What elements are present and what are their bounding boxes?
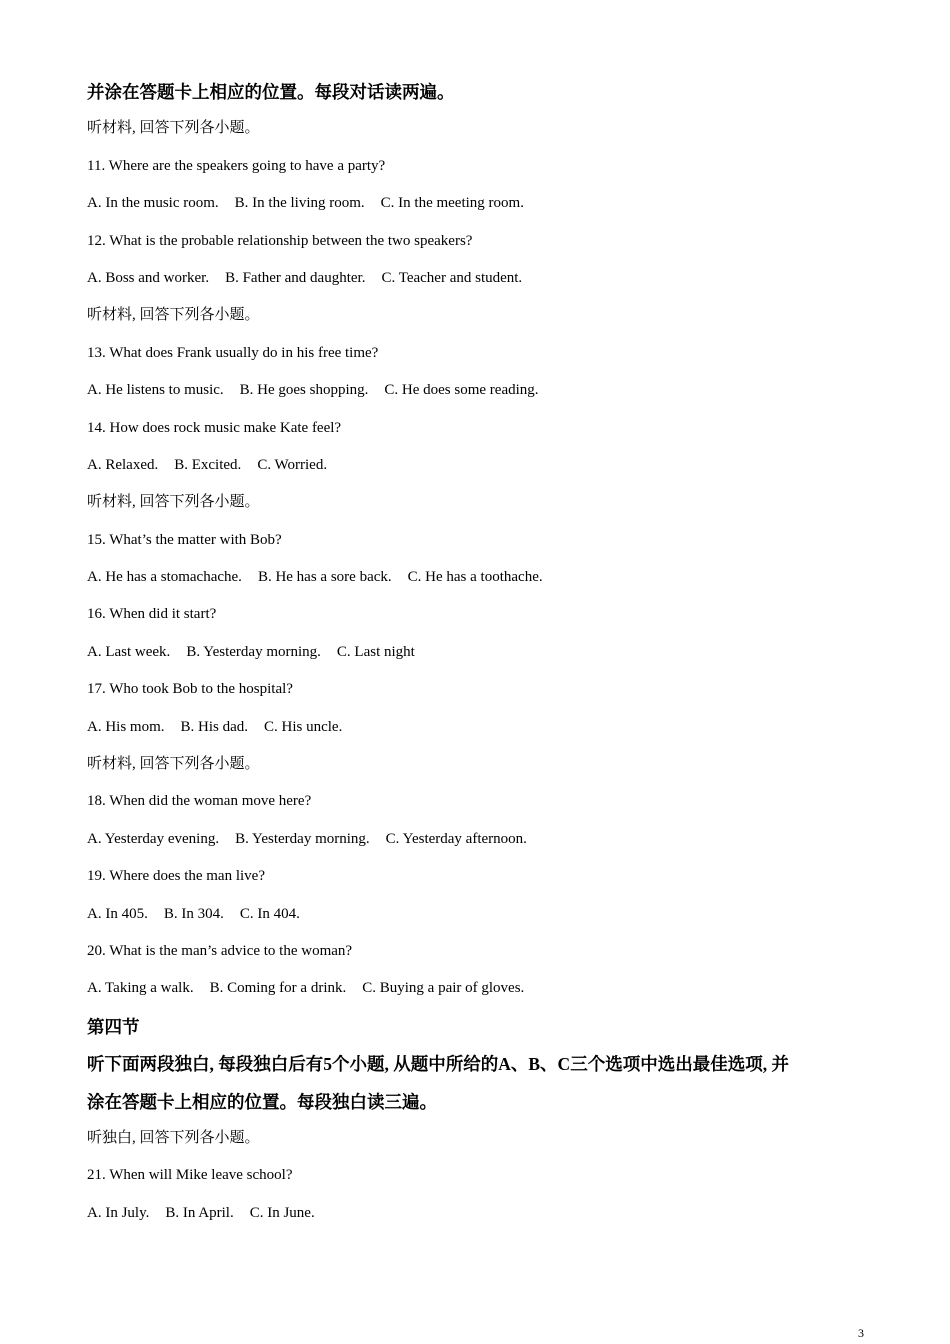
group-intro: 听材料, 回答下列各小题。 bbox=[87, 307, 260, 324]
option-c: C. His uncle. bbox=[264, 718, 343, 735]
option-a: A. His mom. bbox=[87, 718, 165, 735]
option-a: A. Last week. bbox=[87, 643, 171, 660]
option-b: B. He goes shopping. bbox=[239, 382, 369, 399]
option-c: C. He does some reading. bbox=[384, 382, 539, 399]
option-b: B. Excited. bbox=[174, 456, 242, 473]
option-c: C. He has a toothache. bbox=[407, 569, 543, 586]
option-c: C. Yesterday afternoon. bbox=[385, 830, 527, 847]
group-intro: 听材料, 回答下列各小题。 bbox=[87, 494, 260, 511]
group-intro: 听独白, 回答下列各小题。 bbox=[87, 1129, 260, 1146]
options-19 bbox=[87, 901, 877, 938]
question-17: 17. Who took Bob to the hospital? bbox=[87, 681, 293, 698]
instruction-top: 并涂在答题卡上相应的位置。每段对话读两遍。 bbox=[87, 82, 455, 102]
option-c: C. In the meeting room. bbox=[380, 195, 524, 212]
question-11: 11. Where are the speakers going to have a party? bbox=[87, 157, 386, 174]
option-b: B. In the living room. bbox=[234, 195, 365, 212]
section-instruction-line-1: 听下面两段独白, 每段独白后有5个小题, 从题中所给的A、B、C三个选项中选出最佳选项, 并 bbox=[87, 1054, 789, 1075]
options-20 bbox=[87, 975, 877, 1012]
options-11 bbox=[87, 190, 877, 227]
option-b: B. Coming for a drink. bbox=[209, 980, 347, 997]
options-15 bbox=[87, 564, 877, 601]
option-a: A. In the music room. bbox=[87, 195, 219, 212]
options-21 bbox=[87, 1200, 877, 1237]
page-number: 3 bbox=[858, 1326, 864, 1340]
section-instruction-line-2: 涂在答题卡上相应的位置。每段独白读三遍。 bbox=[87, 1091, 437, 1112]
option-b: B. Yesterday morning. bbox=[186, 643, 321, 660]
options-12 bbox=[87, 265, 877, 302]
options-13 bbox=[87, 377, 877, 414]
question-18: 18. When did the woman move here? bbox=[87, 793, 312, 810]
option-b: B. Yesterday morning. bbox=[235, 830, 370, 847]
option-a: A. Relaxed. bbox=[87, 456, 159, 473]
question-14: 14. How does rock music make Kate feel? bbox=[87, 419, 342, 436]
group-intro: 听材料, 回答下列各小题。 bbox=[87, 120, 260, 137]
question-16: 16. When did it start? bbox=[87, 606, 217, 623]
option-b: B. Father and daughter. bbox=[225, 269, 366, 286]
option-c: C. In 404. bbox=[239, 905, 300, 922]
option-b: B. His dad. bbox=[180, 718, 249, 735]
option-b: B. He has a sore back. bbox=[257, 569, 392, 586]
option-a: A. In 405. bbox=[87, 905, 148, 922]
section-title: 第四节 bbox=[87, 1016, 140, 1037]
options-17 bbox=[87, 714, 877, 751]
exam-content bbox=[87, 78, 877, 1237]
option-a: A. In July. bbox=[87, 1204, 150, 1221]
options-14 bbox=[87, 452, 877, 489]
option-c: C. Worried. bbox=[257, 456, 328, 473]
option-b: B. In April. bbox=[165, 1204, 234, 1221]
option-a: A. He listens to music. bbox=[87, 382, 224, 399]
option-c: C. Last night bbox=[336, 643, 415, 660]
option-a: A. Yesterday evening. bbox=[87, 830, 220, 847]
question-12: 12. What is the probable relationship between the two speakers? bbox=[87, 232, 473, 249]
option-c: C. Teacher and student. bbox=[381, 269, 523, 286]
option-b: B. In 304. bbox=[163, 905, 224, 922]
question-15: 15. What’s the matter with Bob? bbox=[87, 531, 282, 548]
option-a: A. Taking a walk. bbox=[87, 980, 194, 997]
options-18 bbox=[87, 826, 877, 863]
question-19: 19. Where does the man live? bbox=[87, 868, 265, 885]
group-intro: 听材料, 回答下列各小题。 bbox=[87, 756, 260, 773]
option-c: C. Buying a pair of gloves. bbox=[362, 980, 525, 997]
options-16 bbox=[87, 639, 877, 676]
question-13: 13. What does Frank usually do in his free time? bbox=[87, 344, 379, 361]
option-a: A. Boss and worker. bbox=[87, 269, 210, 286]
option-c: C. In June. bbox=[249, 1204, 315, 1221]
question-20: 20. What is the man’s advice to the woman? bbox=[87, 942, 353, 959]
option-a: A. He has a stomachache. bbox=[87, 569, 242, 586]
question-21: 21. When will Mike leave school? bbox=[87, 1167, 293, 1184]
